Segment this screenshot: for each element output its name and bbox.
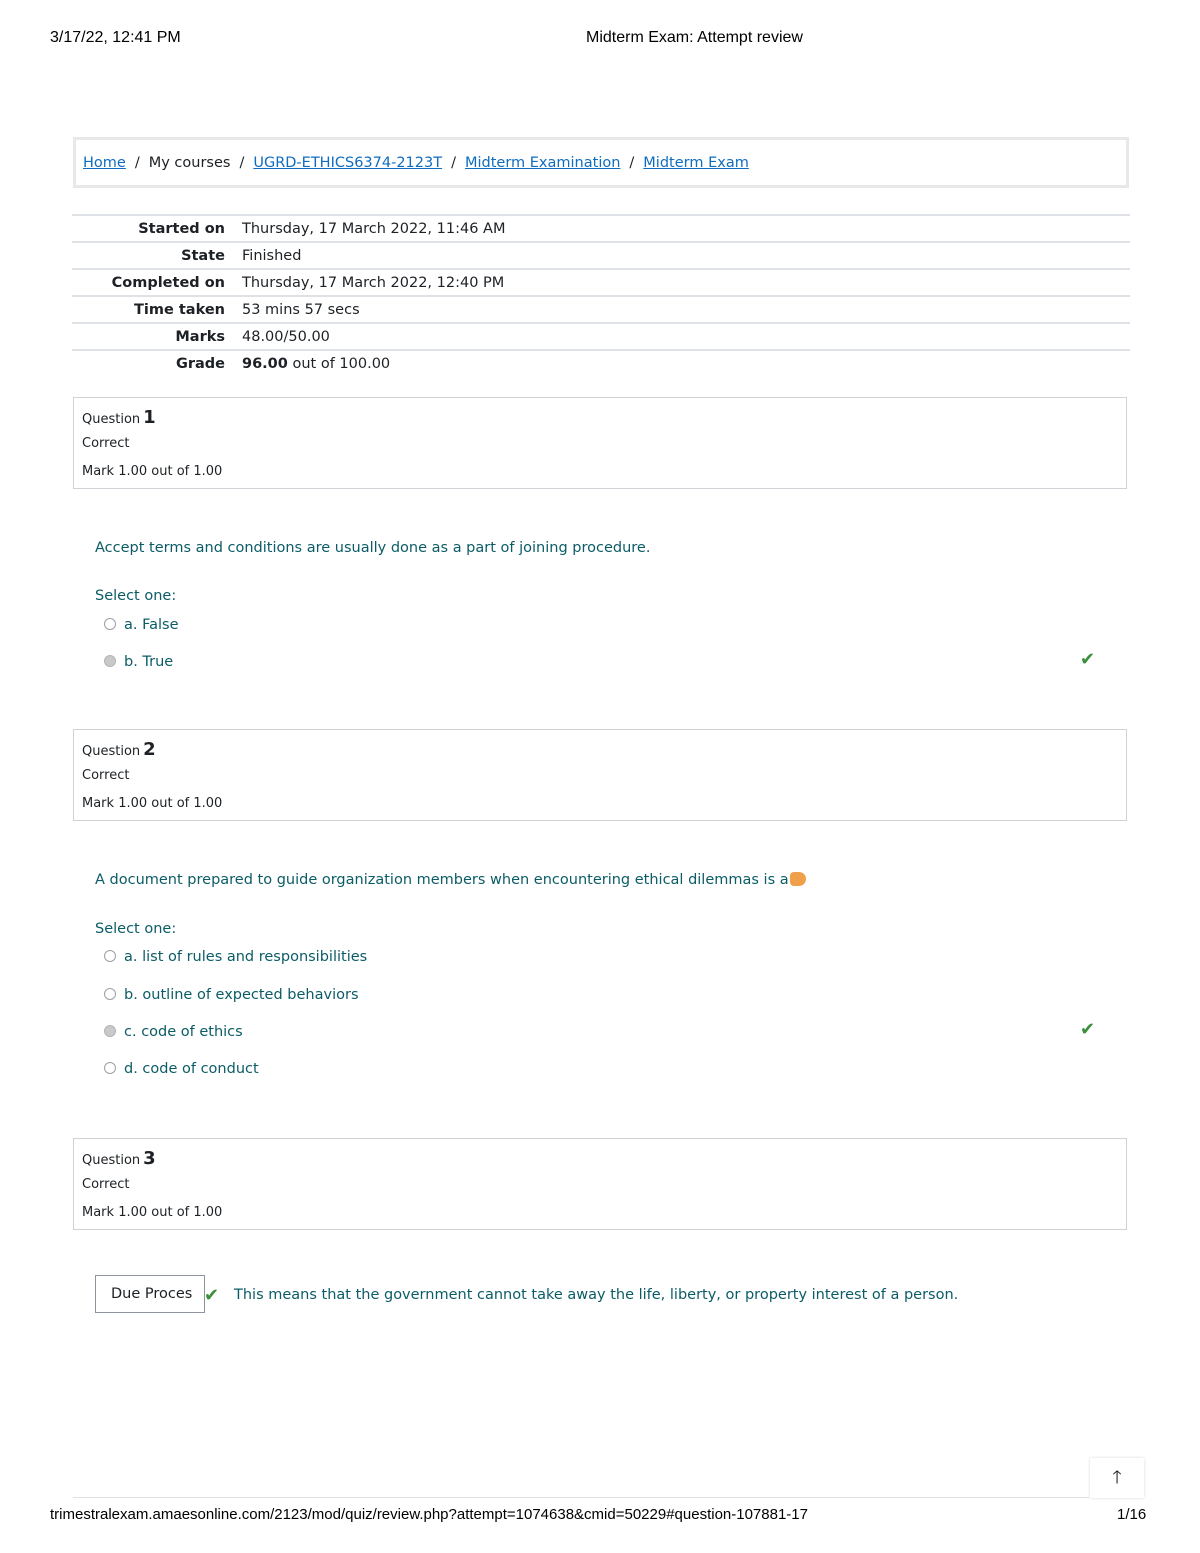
started-label: Started on [138, 221, 225, 237]
radio-button[interactable] [104, 1062, 116, 1074]
question-2-text: A document prepared to guide organization members when encountering ethical dilemmas is a [95, 872, 789, 888]
radio-button[interactable] [104, 988, 116, 1000]
question-2-option-b[interactable]: b. outline of expected behaviors [104, 987, 359, 1003]
marks-label: Marks [175, 329, 225, 345]
question-state: Correct [82, 768, 130, 783]
print-page-title: Midterm Exam: Attempt review [586, 29, 803, 46]
breadcrumb-section-link[interactable]: Midterm Examination [464, 155, 621, 171]
question-1-option-b[interactable]: b. True [104, 654, 173, 670]
check-icon: ✔ [1080, 1019, 1096, 1040]
attempt-summary-table [72, 214, 1130, 376]
divider [73, 1497, 1089, 1498]
question-mark: Mark 1.00 out of 1.00 [82, 464, 223, 479]
question-number: 3 [143, 1148, 156, 1169]
radio-button-selected[interactable] [104, 655, 116, 667]
summary-row-started [72, 214, 1130, 241]
answer-input[interactable]: Due Proces [95, 1275, 205, 1313]
print-datetime: 3/17/22, 12:41 PM [50, 29, 181, 46]
breadcrumb-home-link[interactable]: Home [83, 155, 126, 171]
breadcrumb: Home / My courses / UGRD-ETHICS6374-2123T / Midterm Examination / Midterm Exam [73, 137, 1129, 188]
question-1-option-a[interactable]: a. False [104, 617, 179, 633]
question-2-option-c[interactable]: c. code of ethics [104, 1024, 243, 1040]
question-2-text-row [95, 872, 806, 888]
completed-label: Completed on [111, 275, 225, 291]
summary-row-state [72, 241, 1130, 268]
radio-button[interactable] [104, 950, 116, 962]
question-state: Correct [82, 1177, 130, 1192]
question-2-prompt: Select one: [95, 921, 177, 937]
question-2-option-d[interactable]: d. code of conduct [104, 1061, 259, 1077]
question-state: Correct [82, 436, 130, 451]
breadcrumb-quiz-link[interactable]: Midterm Exam [643, 155, 749, 171]
check-icon: ✔ [204, 1285, 220, 1306]
question-number: 1 [143, 407, 156, 428]
question-3-info [73, 1138, 1127, 1230]
question-number: 2 [143, 739, 156, 760]
radio-button-selected[interactable] [104, 1025, 116, 1037]
radio-button[interactable] [104, 618, 116, 630]
grade-value [242, 356, 390, 372]
completed-value: Thursday, 17 March 2022, 12:40 PM [242, 275, 505, 291]
summary-row-time [72, 295, 1130, 322]
question-mark: Mark 1.00 out of 1.00 [82, 1205, 223, 1220]
marks-value: 48.00/50.00 [242, 329, 330, 345]
summary-row-marks [72, 322, 1130, 349]
question-1-text: Accept terms and conditions are usually done as a part of joining procedure. [95, 540, 651, 556]
time-taken-value: 53 mins 57 secs [242, 302, 360, 318]
question-label: Question [82, 412, 141, 427]
breadcrumb-course-link[interactable]: UGRD-ETHICS6374-2123T [253, 155, 443, 171]
question-mark: Mark 1.00 out of 1.00 [82, 796, 223, 811]
time-taken-label: Time taken [134, 302, 225, 318]
state-value: Finished [242, 248, 302, 264]
summary-row-completed [72, 268, 1130, 295]
question-3-text: This means that the government cannot take away the life, liberty, or property interest of a person. [234, 1287, 959, 1303]
grade-score: 96.00 [242, 356, 288, 372]
question-1-prompt: Select one: [95, 588, 177, 604]
question-label: Question [82, 1153, 141, 1168]
grade-label: Grade [175, 356, 225, 372]
arrow-up-icon: 🡑 [1112, 1467, 1122, 1488]
state-label: State [181, 248, 225, 264]
thumbs-down-icon [790, 872, 806, 886]
started-value: Thursday, 17 March 2022, 11:46 AM [242, 221, 506, 237]
check-icon: ✔ [1080, 649, 1096, 670]
question-label: Question [82, 744, 141, 759]
back-to-top-button[interactable] [1090, 1458, 1144, 1498]
print-page-number: 1/16 [1117, 1506, 1147, 1523]
breadcrumb-my-courses: My courses [148, 155, 231, 171]
grade-out-of: out of 100.00 [292, 356, 391, 372]
question-1-info [73, 397, 1127, 489]
summary-row-grade [72, 349, 1130, 376]
print-url: trimestralexam.amaesonline.com/2123/mod/quiz/review.php?attempt=1074638&cmid=50229#question-107881-17 [50, 1506, 808, 1523]
question-2-option-a[interactable]: a. list of rules and responsibilities [104, 949, 367, 965]
question-2-info [73, 729, 1127, 821]
